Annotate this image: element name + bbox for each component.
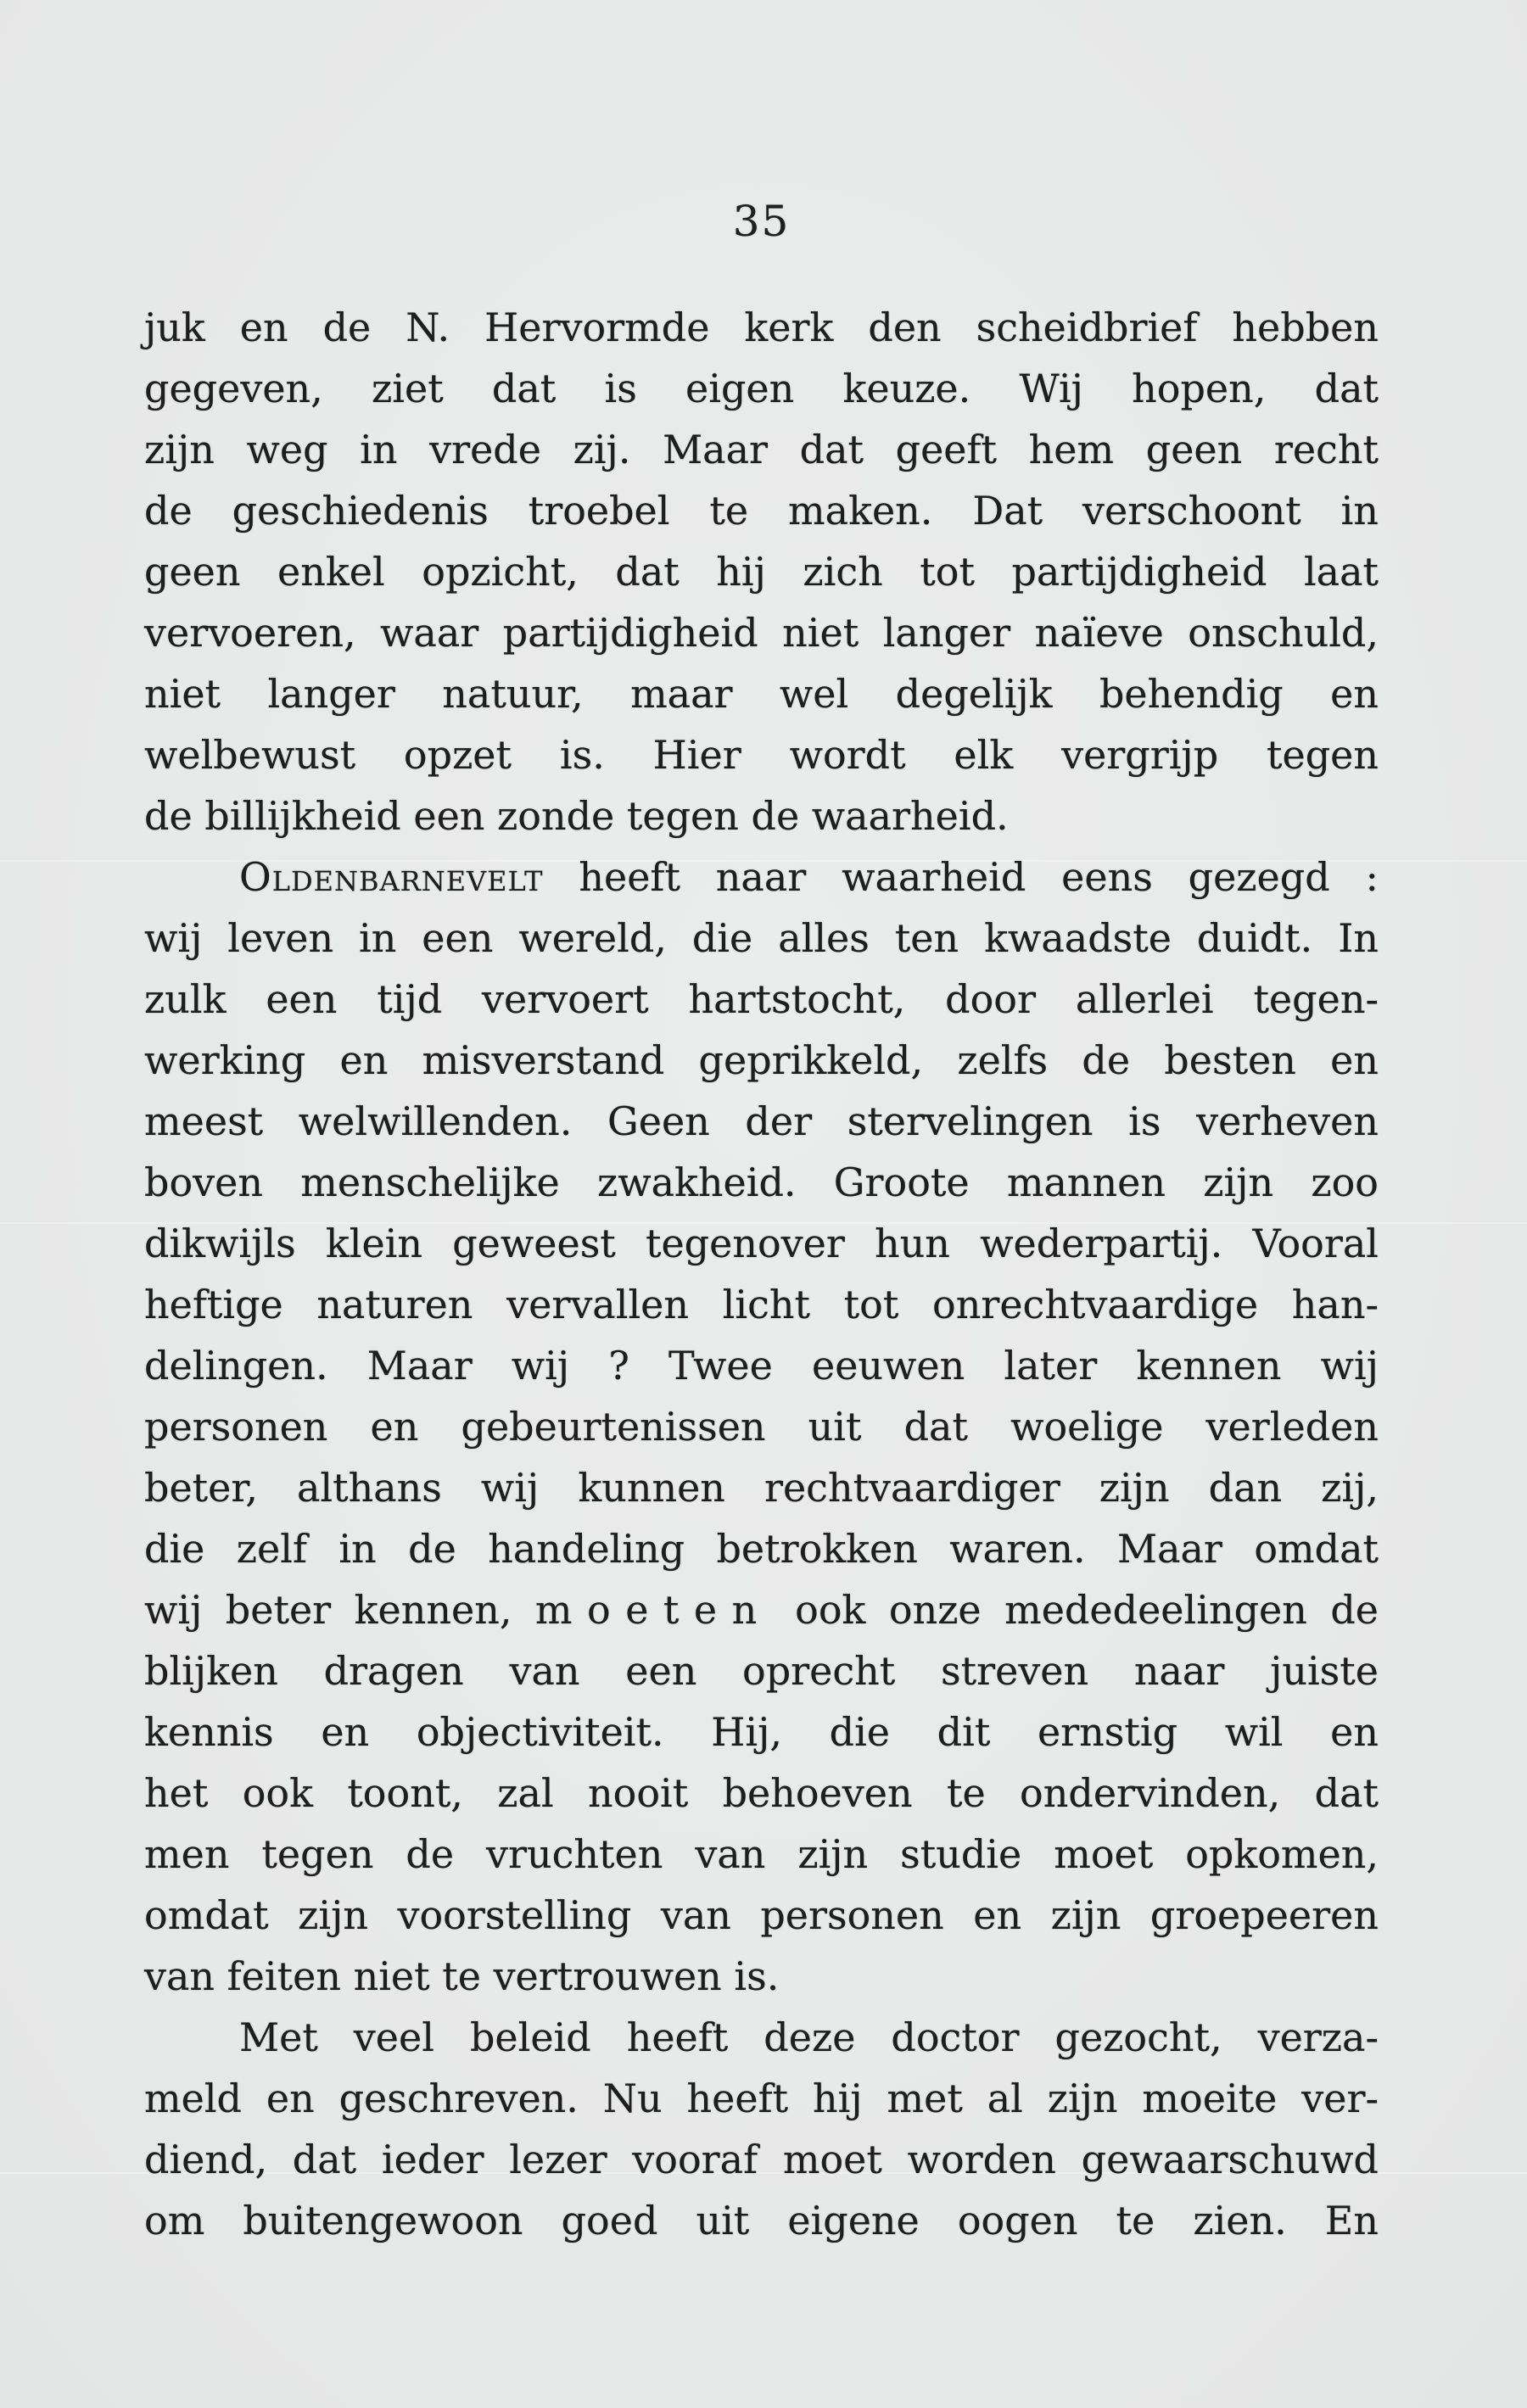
text-segment: delingen. Maar wij ? Twee eeuwen later kennen wij bbox=[144, 1343, 1379, 1388]
text-line bbox=[144, 2129, 1379, 2190]
text-segment: van feiten niet te vertrouwen is. bbox=[144, 1953, 780, 1999]
text-line bbox=[144, 2190, 1379, 2251]
text-segment: om buitengewoon goed uit eigene oogen te zien. En bbox=[144, 2198, 1379, 2243]
text-line bbox=[144, 1763, 1379, 1824]
text-line bbox=[144, 1335, 1379, 1396]
text-line bbox=[144, 541, 1379, 602]
text-line bbox=[144, 1396, 1379, 1457]
text-line bbox=[144, 1701, 1379, 1763]
emphasized-spaced-word: moeten bbox=[534, 1587, 772, 1633]
text-line bbox=[144, 1152, 1379, 1213]
text-segment: welbewust opzet is. Hier wordt elk vergrijp tegen bbox=[144, 732, 1379, 778]
text-line bbox=[144, 1946, 1379, 2007]
text-line bbox=[144, 969, 1379, 1030]
text-segment: omdat zijn voorstelling van personen en zijn groepeeren bbox=[144, 1892, 1379, 1938]
text-segment: die zelf in de handeling betrokken waren. Maar omdat bbox=[144, 1526, 1379, 1572]
text-segment: meld en geschreven. Nu heeft hij met al zijn moeite ver- bbox=[144, 2076, 1379, 2121]
text-line bbox=[144, 358, 1379, 419]
text-line bbox=[144, 2068, 1379, 2129]
text-line bbox=[144, 724, 1379, 785]
text-segment: heftige naturen vervallen licht tot onrechtvaardige han- bbox=[144, 1282, 1379, 1327]
text-line bbox=[144, 1640, 1379, 1701]
text-line bbox=[144, 1457, 1379, 1518]
text-segment: juk en de N. Hervormde kerk den scheidbrief hebben bbox=[144, 304, 1379, 350]
text-segment: beter, althans wij kunnen rechtvaardiger zijn dan zij, bbox=[144, 1465, 1379, 1511]
text-line bbox=[144, 846, 1379, 908]
text-segment: geen enkel opzicht, dat hij zich tot partijdigheid laat bbox=[144, 549, 1379, 595]
text-segment: meest welwillenden. Geen der stervelingen is verheven bbox=[144, 1098, 1379, 1144]
text-line bbox=[144, 908, 1379, 969]
text-line bbox=[144, 297, 1379, 358]
text-segment: heeft naar waarheid eens gezegd : bbox=[543, 854, 1379, 900]
text-segment: werking en misverstand geprikkeld, zelfs de besten en bbox=[144, 1037, 1379, 1083]
text-segment: Met veel beleid heeft deze doctor gezocht, verza- bbox=[239, 2014, 1379, 2060]
text-block bbox=[144, 297, 1379, 2251]
smallcaps-name: Oldenbarnevelt bbox=[239, 854, 544, 900]
text-line bbox=[144, 1274, 1379, 1335]
page-number: 35 bbox=[732, 197, 791, 246]
text-segment: zijn weg in vrede zij. Maar dat geeft hem geen recht bbox=[144, 427, 1379, 472]
text-segment: boven menschelijke zwakheid. Groote mannen zijn zoo bbox=[144, 1159, 1379, 1205]
text-line bbox=[144, 1579, 1379, 1640]
text-segment: diend, dat ieder lezer vooraf moet worden gewaarschuwd bbox=[144, 2137, 1379, 2182]
text-segment: zulk een tijd vervoert hartstocht, door allerlei tegen- bbox=[144, 976, 1379, 1022]
text-segment: personen en gebeurtenissen uit dat woelige verleden bbox=[144, 1404, 1379, 1450]
text-segment: niet langer natuur, maar wel degelijk behendig en bbox=[144, 671, 1379, 717]
text-segment: ook onze mededeelingen de bbox=[771, 1587, 1379, 1633]
text-line bbox=[144, 1030, 1379, 1091]
text-line bbox=[144, 663, 1379, 724]
text-line bbox=[144, 419, 1379, 480]
text-segment: blijken dragen van een oprecht streven naar juiste bbox=[144, 1648, 1379, 1694]
text-line bbox=[144, 785, 1379, 846]
text-line bbox=[144, 1824, 1379, 1885]
text-segment: de billijkheid een zonde tegen de waarheid. bbox=[144, 793, 1009, 839]
text-segment: kennis en objectiviteit. Hij, die dit ernstig wil en bbox=[144, 1709, 1379, 1755]
text-line bbox=[144, 480, 1379, 541]
text-segment: wij beter kennen, bbox=[144, 1587, 535, 1633]
text-segment: de geschiedenis troebel te maken. Dat verschoont in bbox=[144, 488, 1379, 534]
text-segment: dikwijls klein geweest tegenover hun wederpartij. Vooral bbox=[144, 1221, 1379, 1266]
text-line bbox=[144, 1213, 1379, 1274]
text-segment: men tegen de vruchten van zijn studie moet opkomen, bbox=[144, 1831, 1379, 1877]
text-line bbox=[144, 1091, 1379, 1152]
text-line bbox=[144, 602, 1379, 663]
text-line bbox=[144, 1885, 1379, 1946]
text-line bbox=[144, 2007, 1379, 2068]
text-segment: het ook toont, zal nooit behoeven te ondervinden, dat bbox=[144, 1770, 1379, 1816]
text-line bbox=[144, 1518, 1379, 1579]
text-segment: vervoeren, waar partijdigheid niet langer naïeve onschuld, bbox=[144, 610, 1379, 656]
text-segment: gegeven, ziet dat is eigen keuze. Wij hopen, dat bbox=[144, 366, 1379, 411]
text-segment: wij leven in een wereld, die alles ten kwaadste duidt. In bbox=[144, 915, 1379, 961]
